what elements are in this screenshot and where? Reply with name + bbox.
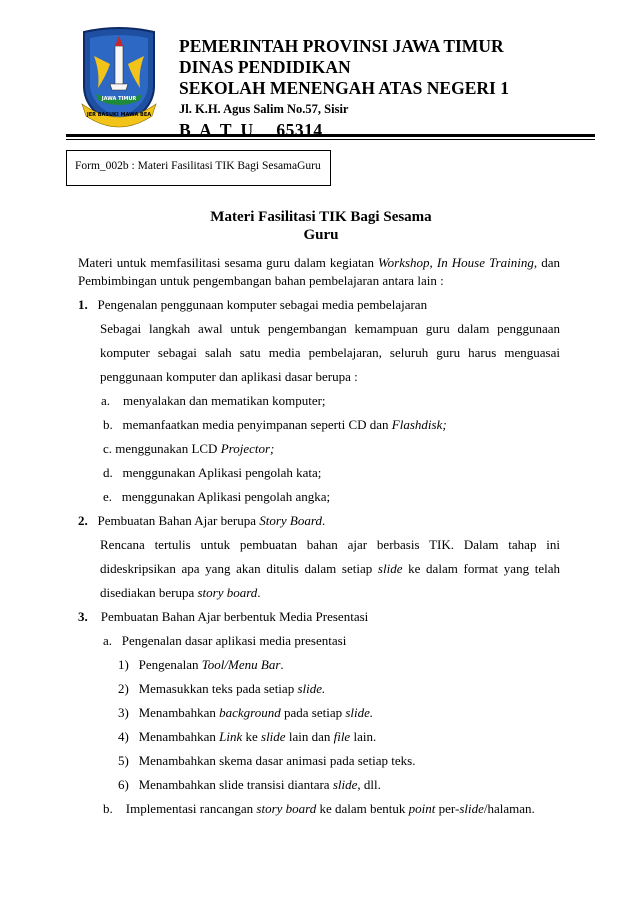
letterhead-address: Jl. K.H. Agus Salim No.57, Sisir [179, 102, 349, 116]
letterhead [179, 36, 509, 142]
s3-subitem-1 [118, 657, 284, 673]
s3-item-b-italic-2: point [408, 801, 436, 816]
subitem-italic-2: slide [261, 729, 286, 744]
section-2-para-line-2 [100, 561, 560, 577]
section-1-title: Pengenalan penggunaan komputer sebagai media pembelajaran [97, 297, 428, 312]
item-e-text: menggunakan Aplikasi pengolah angka; [121, 489, 331, 504]
s2-l2-text-a: dideskripsikan apa yang akan ditulis dalam setiap [100, 561, 378, 576]
title-line-2: Guru [303, 227, 339, 243]
section-3-item-b [103, 801, 535, 817]
s3-subitem-2 [118, 681, 325, 697]
item-c-italic: Projector; [220, 441, 275, 456]
logo-region-text: JAWA TIMUR [101, 96, 137, 102]
jawa-timur-emblem-logo [80, 26, 158, 130]
s3-item-a-letter: a. [103, 633, 113, 648]
subitem-text-3: lain dan [285, 729, 334, 744]
subitem-text: Menambahkan [138, 705, 220, 720]
section-2-title-italic: Story Board [259, 513, 322, 528]
intro-text-2: , dan [533, 255, 560, 270]
subitem-text: Menambahkan skema dasar animasi pada setiap teks. [138, 753, 416, 768]
header-rule-thin [66, 139, 595, 140]
section-1-item-e [103, 489, 330, 505]
subitem-italic: Tool/Menu Bar [201, 657, 281, 672]
subitem-text: Memasukkan teks pada setiap [138, 681, 298, 696]
subitem-number: 4) [118, 729, 129, 744]
s3-item-b-text-2: ke dalam bentuk [316, 801, 409, 816]
section-1-para-line-2: komputer sebagai salah satu media pembelajaran, seluruh guru harus menguasai [100, 345, 560, 360]
section-1-item-d [103, 465, 321, 481]
section-1-number: 1. [78, 297, 88, 312]
letterhead-postal: 65314 [276, 120, 323, 140]
subitem-italic-2: slide. [345, 705, 374, 720]
form-label-box: Form_002b : Materi Fasilitasi TIK Bagi SesamaGuru [66, 150, 331, 186]
s3-item-b-italic-3: slide [459, 801, 484, 816]
section-3-item-a [103, 633, 346, 649]
subitem-text-4: lain. [350, 729, 377, 744]
s2-l3-text-a: disediakan berupa [100, 585, 198, 600]
letterhead-province: PEMERINTAH PROVINSI JAWA TIMUR [179, 36, 504, 56]
intro-text-1: Materi untuk memfasilitasi sesama guru dalam kegiatan [78, 255, 379, 270]
s2-l3-text-b: . [257, 585, 261, 600]
section-1-para-line-1: Sebagai langkah awal untuk pengembangan kemampuan guru dalam penggunaan [100, 321, 560, 336]
s3-subitem-4 [118, 729, 376, 745]
item-d-letter: d. [103, 465, 113, 480]
subitem-text-end: , dll. [357, 777, 381, 792]
s3-subitem-6 [118, 777, 381, 793]
document-title [190, 208, 452, 244]
subitem-text: Menambahkan slide transisi diantara [138, 777, 333, 792]
subitem-italic: background [219, 705, 281, 720]
subitem-number: 1) [118, 657, 129, 672]
intro-line-1 [78, 255, 560, 271]
section-2-title-end: . [321, 513, 326, 528]
section-1-heading [78, 297, 427, 313]
subitem-italic: slide. [297, 681, 326, 696]
letterhead-city: B A T U [179, 120, 256, 140]
s3-item-a-text: Pengenalan dasar aplikasi media presentasi [121, 633, 347, 648]
subitem-italic: slide [332, 777, 358, 792]
title-line-1: Materi Fasilitasi TIK Bagi Sesama [210, 209, 432, 225]
section-2-number: 2. [78, 513, 88, 528]
section-1-item-c [103, 441, 274, 457]
subitem-text-mid: pada setiap [280, 705, 346, 720]
item-c-text: c. menggunakan LCD [103, 441, 221, 456]
s3-item-b-text-4: /halaman. [483, 801, 535, 816]
s2-l3-italic: story board [197, 585, 258, 600]
section-3-heading [78, 609, 368, 625]
section-2-para-line-1: Rencana tertulis untuk pembuatan bahan ajar berbasis TIK. Dalam tahap ini [100, 537, 560, 552]
subitem-text-2: ke [242, 729, 262, 744]
subitem-text: Menambahkan [138, 729, 220, 744]
item-a-letter: a. [101, 393, 111, 408]
s3-item-b-text-1: Implementasi rancangan [125, 801, 257, 816]
subitem-text: Pengenalan [138, 657, 202, 672]
subitem-text-end: . [280, 657, 284, 672]
subitem-number: 5) [118, 753, 129, 768]
s3-item-b-italic-1: story board [256, 801, 317, 816]
subitem-number: 6) [118, 777, 129, 792]
s3-subitem-3 [118, 705, 373, 721]
intro-line-2: Pembimbingan untuk pengembangan bahan pembelajaran antara lain : [78, 273, 444, 288]
section-2-para-line-3 [100, 585, 261, 601]
subitem-number: 3) [118, 705, 129, 720]
subitem-italic-3: file [333, 729, 351, 744]
header-rule-thick [66, 134, 595, 137]
item-d-text: menggunakan Aplikasi pengolah kata; [122, 465, 322, 480]
s3-item-b-letter: b. [103, 801, 113, 816]
s3-item-b-text-3: per- [435, 801, 460, 816]
letterhead-school: SEKOLAH MENENGAH ATAS NEGERI 1 [179, 78, 509, 98]
s2-l2-italic: slide [377, 561, 403, 576]
item-a-text: menyalakan dan mematikan komputer; [123, 393, 326, 408]
section-2-title: Pembuatan Bahan Ajar berupa [97, 513, 260, 528]
item-b-letter: b. [103, 417, 113, 432]
subitem-italic: Link [219, 729, 243, 744]
s2-l2-text-b: ke dalam format yang telah [402, 561, 560, 576]
item-b-italic: Flashdisk; [391, 417, 447, 432]
intro-italic: Workshop, In House Training [378, 255, 534, 270]
subitem-number: 2) [118, 681, 129, 696]
s3-subitem-5 [118, 753, 415, 769]
section-2-heading [78, 513, 325, 529]
section-1-para-line-3: penggunaan komputer dan aplikasi dasar berupa : [100, 369, 358, 384]
section-3-number: 3. [78, 609, 88, 624]
section-1-item-a [101, 393, 326, 409]
letterhead-agency: DINAS PENDIDIKAN [179, 57, 351, 77]
item-b-text: memanfaatkan media penyimpanan seperti CD dan [122, 417, 392, 432]
item-e-letter: e. [103, 489, 113, 504]
section-1-item-b [103, 417, 447, 433]
logo-motto-text: JER BASUKI MAWA BEA [86, 112, 152, 118]
section-3-title: Pembuatan Bahan Ajar berbentuk Media Presentasi [100, 609, 369, 624]
